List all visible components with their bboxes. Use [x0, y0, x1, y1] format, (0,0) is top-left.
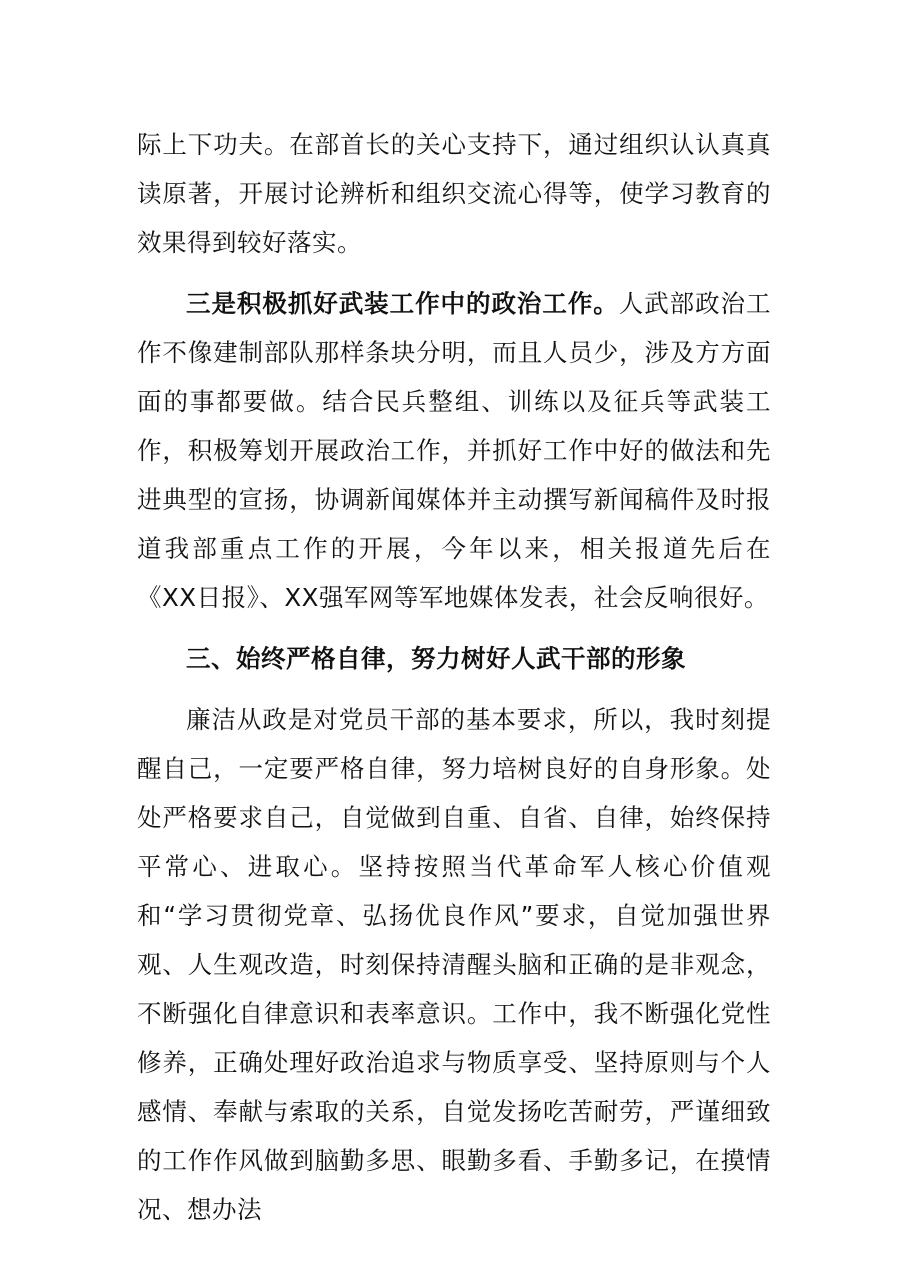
section-heading: 三、始终严格自律，努力树好人武干部的形象: [186, 644, 686, 673]
paragraph-self-discipline: [137, 695, 771, 1234]
paragraph-lead: 三是积极抓好武装工作中的政治工作。: [186, 289, 619, 318]
paragraph-gap: [137, 267, 771, 279]
paragraph-text: 廉洁从政是对党员干部的基本要求，所以，我时刻提醒自己，一定要严格自律，努力培树良好的自身形象。处处严格要求自己，自觉做到自重、自省、自律，始终保持平常心、进取心。坚持按照当代革命军人核心价值观和“学习贯彻党章、弘扬优良作风”要求，自觉加强世界观、人生观改造，时刻保持清醒头脑和正确的是非观念，不断强化自律意识和表率意识。工作中，我不断强化党性修养，正确处理好政治追求与物质享受、坚持原则与个人感情、奉献与索取的关系，自觉发扬吃苦耐劳，严谨细致的工作作风做到脑勤多思、眼勤多看、手勤多记，在摸情况、想办法: [137, 705, 771, 1224]
paragraph-gap: [137, 683, 771, 695]
paragraph-continuation: [137, 120, 771, 267]
paragraph-text: 人武部政治工作不像建制部队那样条块分明，而且人员少，涉及方方面面的事都要做。结合民兵整组、训练以及征兵等武装工作，积极筹划开展政治工作，并抓好工作中好的做法和先进典型的宣扬，协调新闻媒体并主动撰写新闻稿件及时报道我部重点工作的开展，今年以来，相关报道先后在《XX日报》、XX强军网等军地媒体发表，社会反响很好。: [137, 289, 772, 612]
paragraph-political-work: [137, 279, 771, 622]
paragraph-gap: [137, 622, 771, 634]
document-body: [137, 120, 771, 1234]
paragraph-text: 际上下功夫。在部首长的关心支持下，通过组织认认真真读原著，开展讨论辨析和组织交流心得等，使学习教育的效果得到较好落实。: [137, 130, 771, 257]
